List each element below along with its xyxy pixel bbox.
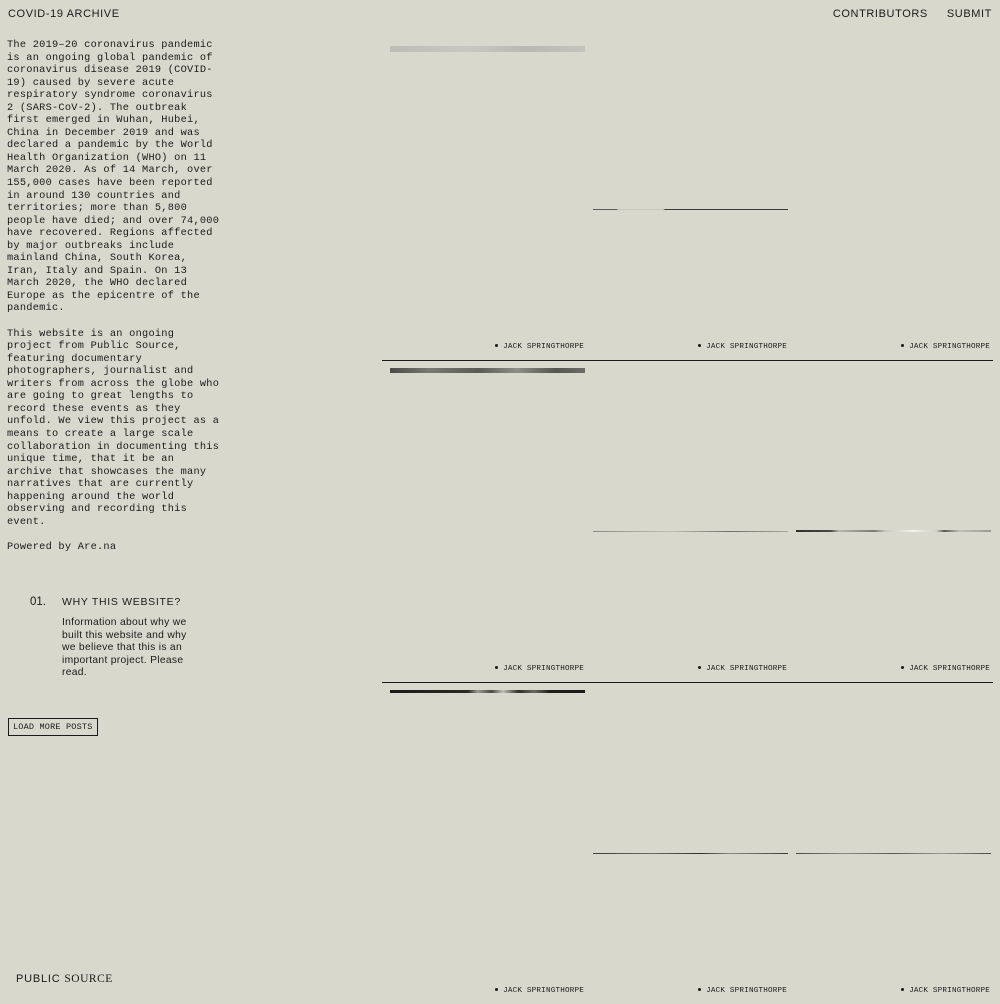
post-credit — [901, 986, 990, 996]
post-credit — [901, 342, 990, 352]
footer-logo-source: SOURCE — [64, 973, 113, 985]
post-credit — [495, 986, 584, 996]
post-credit — [901, 664, 990, 674]
bullet-icon — [495, 666, 498, 669]
intro-powered-by: Powered by Are.na — [7, 540, 117, 553]
bullet-icon — [698, 344, 701, 347]
site-title-link[interactable]: COVID-19 ARCHIVE — [8, 8, 120, 20]
bullet-icon — [901, 666, 904, 669]
post-grid — [382, 39, 993, 1004]
bullet-icon — [495, 344, 498, 347]
nav-submit-link[interactable]: SUBMIT — [946, 8, 992, 20]
post-card[interactable] — [585, 361, 788, 682]
post-author: JACK SPRINGTHORPE — [706, 665, 787, 673]
post-grid-row — [382, 361, 993, 683]
post-thumbnail[interactable] — [593, 209, 788, 210]
post-card[interactable] — [382, 39, 585, 360]
footer-logo-public: PUBLIC — [16, 973, 61, 985]
post-card[interactable] — [788, 361, 991, 682]
nav-contributors-link[interactable]: CONTRIBUTORS — [832, 8, 928, 20]
post-author: JACK SPRINGTHORPE — [909, 987, 990, 995]
intro-paragraph-project: This website is an ongoing project from Public Source, featuring documentary photographers, journalist and writers from across the globe who are going to great lengths to record these events as they unfold. We view this project as a means to create a large scale collaboration in documenting this unique time, that it be an archive that showcases the many narratives that are currently happening around the world observing and recording this event. — [7, 327, 220, 528]
post-card[interactable] — [788, 683, 991, 1004]
bullet-icon — [901, 988, 904, 991]
post-thumbnail[interactable] — [796, 853, 991, 854]
footer-logo[interactable] — [16, 973, 113, 986]
post-author: JACK SPRINGTHORPE — [706, 987, 787, 995]
post-author: JACK SPRINGTHORPE — [706, 343, 787, 351]
faq-number: 01. — [30, 596, 46, 608]
post-grid-row — [382, 683, 993, 1004]
intro-paragraph-pandemic: The 2019–20 coronavirus pandemic is an ongoing global pandemic of coronavirus disease 2019 (COVID-19) caused by severe acute respiratory syndrome coronavirus 2 (SARS-CoV-2). The outbreak first emerged in Wuhan, Hubei, China in December 2019 and was declared a pandemic by the World Health Organization (WHO) on 11 March 2020. As of 14 March, over 155,000 cases have been reported in around 130 countries and territories; more than 5,800 people have died; and over 74,000 have recovered. Regions affected by major outbreaks include mainland China, South Korea, Iran, Italy and Spain. On 13 March 2020, the WHO declared Europe as the epicentre of the pandemic. — [7, 39, 220, 315]
post-card[interactable] — [585, 39, 788, 360]
post-grid-row — [382, 39, 993, 361]
post-card[interactable] — [788, 39, 991, 360]
post-thumbnail[interactable] — [390, 368, 585, 373]
post-thumbnail[interactable] — [593, 531, 788, 532]
load-more-posts-button[interactable]: LOAD MORE POSTS — [8, 718, 98, 736]
post-credit — [698, 986, 787, 996]
bullet-icon — [698, 988, 701, 991]
bullet-icon — [495, 988, 498, 991]
post-author: JACK SPRINGTHORPE — [503, 987, 584, 995]
post-thumbnail[interactable] — [593, 853, 788, 854]
post-credit — [495, 664, 584, 674]
post-author: JACK SPRINGTHORPE — [503, 665, 584, 673]
intro-text — [7, 39, 221, 566]
faq-title-link[interactable]: WHY THIS WEBSITE? — [62, 596, 181, 608]
post-author: JACK SPRINGTHORPE — [503, 343, 584, 351]
post-thumbnail[interactable] — [390, 46, 585, 52]
post-thumbnail[interactable] — [390, 690, 585, 693]
top-nav — [833, 8, 992, 21]
post-author: JACK SPRINGTHORPE — [909, 343, 990, 351]
post-card[interactable] — [382, 361, 585, 682]
post-card[interactable] — [585, 683, 788, 1004]
bullet-icon — [698, 666, 701, 669]
post-credit — [698, 342, 787, 352]
post-credit — [495, 342, 584, 352]
post-card[interactable] — [382, 683, 585, 1004]
post-thumbnail[interactable] — [796, 530, 991, 532]
post-author: JACK SPRINGTHORPE — [909, 665, 990, 673]
post-credit — [698, 664, 787, 674]
bullet-icon — [901, 344, 904, 347]
faq-body: Information about why we built this website and why we believe that this is an important project. Please read. — [62, 617, 187, 678]
